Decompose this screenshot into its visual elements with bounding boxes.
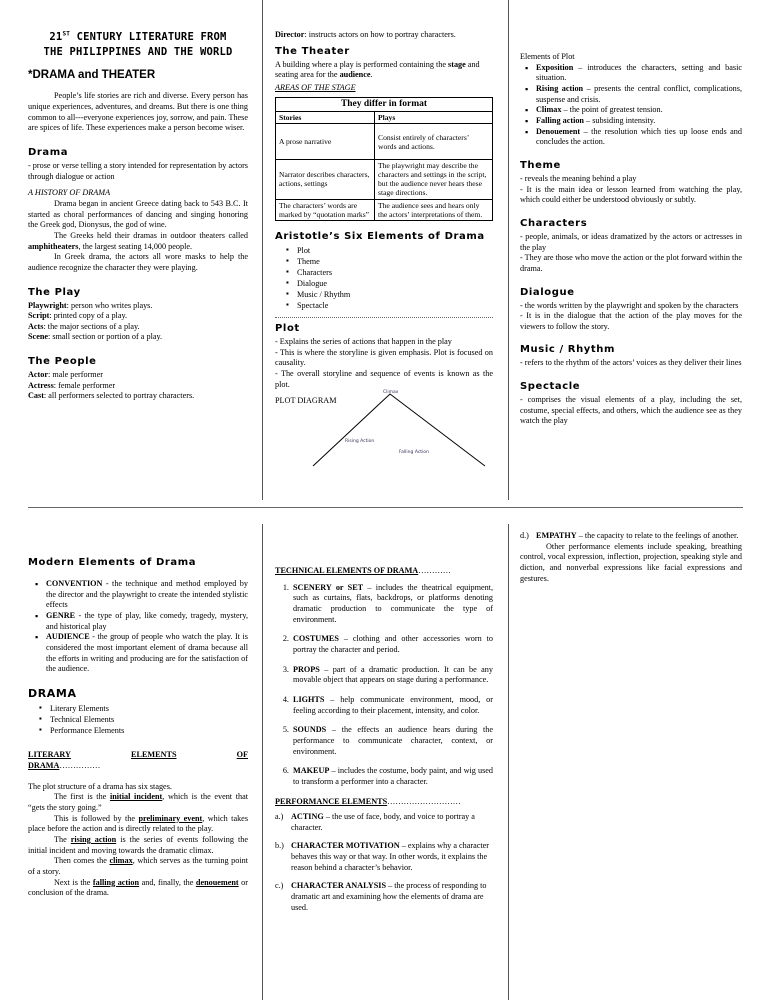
aristotle-heading: Aristotle’s Six Elements of Drama — [275, 230, 485, 242]
page-separator — [28, 507, 743, 508]
term-line: Cast: all performers selected to portray characters. — [28, 391, 195, 401]
list-item: ▪ Rising action – presents the central conflict, complications, suspense and crisis. — [536, 84, 742, 105]
music-heading: Music / Rhythm — [520, 344, 616, 356]
modern-elements-heading: Modern Elements of Drama — [28, 557, 197, 568]
column-divider — [508, 0, 509, 500]
list-item: 2. COSTUMES – clothing and other accessories worn to portray the character and period. — [291, 634, 493, 655]
plot-heading: Plot — [275, 323, 300, 335]
list-item: ▪ Denouement – the resolution which ties up loose ends and concludes the action. — [536, 127, 742, 148]
table-cell: The characters’ words are marked by “quotation marks” — [276, 199, 375, 220]
list-item: ▪ Climax – the point of greatest tension. — [536, 105, 742, 116]
plot-diagram-label: PLOT DIAGRAM — [275, 396, 337, 406]
literary-elements-heading: LITERARY ELEMENTS OF DRAMA…………… — [28, 750, 248, 771]
literary-paragraph: This is followed by the preliminary event, which takes place before the action and is directly related to the play. — [28, 813, 249, 834]
plot-diagram-line — [313, 394, 485, 466]
dialogue-line: - It is in the dialogue that the action of the play moves for the viewers to follow the story. — [520, 311, 742, 331]
diagram-label-rising: Rising Action — [345, 439, 375, 445]
table-header: Plays — [375, 112, 493, 124]
play-terms — [28, 301, 248, 344]
drama-definition: - prose or verse telling a story intended for representation by actors through dialogue or action — [28, 160, 248, 181]
theme-line: - It is the main idea or lesson learned from watching the play, which could either be understood obviously or subtly. — [520, 184, 742, 205]
list-item: ▪ Plot — [297, 245, 493, 256]
plot-line: - Explains the series of actions that happen in the play — [275, 337, 452, 347]
theme-heading: Theme — [520, 159, 561, 171]
people-heading: The People — [28, 356, 97, 368]
literary-paragraph: Next is the falling action and, finally, the denouement or conclusion of the drama. — [28, 877, 248, 898]
literary-paragraph: The plot structure of a drama has six stages. — [28, 781, 172, 791]
list-item: ▪ Literary Elements — [50, 703, 248, 714]
list-item: ▪ Technical Elements — [50, 714, 248, 725]
characters-heading: Characters — [520, 217, 588, 229]
column-divider — [262, 0, 263, 500]
column-2 — [275, 0, 493, 474]
diagram-label-falling: Falling Action — [399, 450, 429, 456]
list-item: 3. PROPS – part of a dramatic production. It can be any movable object that appears on stage during a performance. — [291, 665, 493, 686]
music-line: - refers to the rhythm of the actors’ voices as they deliver their lines — [520, 358, 742, 368]
list-item: c.) CHARACTER ANALYSIS – the process of responding to dramatic art and examining how the elements of drama are used. — [275, 881, 487, 912]
characters-line: - people, animals, or ideas dramatized by the actors or actresses in the play — [520, 231, 742, 252]
list-item: ▪ Dialogue — [297, 278, 493, 289]
plot-elements-list — [520, 63, 742, 148]
list-item: b.) CHARACTER MOTIVATION – explains why a character behaves this way or that way. In other words, it explains the reason behind a character’s behavior. — [275, 841, 489, 872]
plot-diagram — [275, 390, 493, 474]
plot-line: - The overall storyline and sequence of events is known as the plot. — [275, 369, 493, 389]
dotted-divider — [275, 317, 493, 318]
list-item: 4. LIGHTS – help communicate environment, mood, or feeling according to their placement, intensity, and color. — [291, 695, 493, 716]
list-item: ▪ CONVENTION - the technique and method employed by the director and the playwright to create the intended stylistic effects — [46, 579, 248, 611]
areas-heading: AREAS OF THE STAGE — [275, 82, 356, 92]
column-1 — [28, 524, 248, 899]
column-3 — [520, 0, 742, 427]
performance-elements-heading: PERFORMANCE ELEMENTS……………………… — [275, 796, 461, 806]
list-item: ▪ GENRE - the type of play, like comedy, tragedy, mystery, and historical play — [46, 611, 248, 632]
performance-elements-continued — [520, 531, 742, 542]
list-item: ▪ Characters — [297, 267, 493, 278]
table-header: Stories — [276, 112, 375, 124]
list-item: ▪ Theme — [297, 256, 493, 267]
column-divider — [262, 524, 263, 1000]
dialogue-line: - the words written by the playwright and spoken by the characters — [520, 300, 739, 310]
literary-paragraph: Then comes the climax, which serves as the turning point of a story. — [28, 856, 248, 876]
column-divider — [508, 524, 509, 1000]
other-elements-paragraph: Other performance elements include speaking, breathing control, vocal expression, inflection, projection, speaking style and diction, and nonverbal expressions like facial expressions and gestures. — [520, 541, 742, 583]
drama-heading: Drama — [28, 146, 69, 158]
table-row — [276, 199, 493, 220]
table-cell: The audience sees and hears only the actors’ interpretations of them. — [375, 199, 493, 220]
elements-heading: Elements of Plot — [520, 52, 575, 61]
table-cell: Consist entirely of characters’ words and actions. — [375, 124, 493, 160]
plot-line: - This is where the storyline is given emphasis. Plot is focused on causality. — [275, 347, 493, 368]
amphitheaters-term: amphitheaters — [28, 241, 79, 251]
table-caption: They differ in format — [276, 97, 493, 111]
table-cell: Narrator describes characters, actions, settings — [276, 160, 375, 199]
history-paragraph: The Greeks held their dramas in outdoor theaters called amphitheaters, the largest seating 14,000 people. — [28, 230, 248, 251]
list-item: 5. SOUNDS – the effects an audience hears during the performance to communicate character, context, or environment. — [291, 725, 493, 757]
list-item: ▪ Music / Rhythm — [297, 289, 493, 300]
spectacle-line: - comprises the visual elements of a play, including the set, costume, special effects, and others, which the audience see as they watch the play — [520, 395, 742, 426]
theme-line: - reveals the meaning behind a play — [520, 173, 637, 183]
characters-line: - They are those who move the action or the plot forward within the drama. — [520, 253, 742, 273]
history-paragraph: Drama began in ancient Greece dating back to 543 B.C. It started as choral performances of dancing and singing honoring the Greek god, Dionysus, the god of wine. — [28, 198, 248, 230]
dialogue-heading: Dialogue — [520, 286, 575, 298]
spectacle-heading: Spectacle — [520, 381, 581, 393]
literary-paragraph: The rising action is the series of events following the initial incident and moving towards the dramatic climax. — [28, 834, 248, 855]
director-line: Director: instructs actors on how to portray characters. — [275, 30, 456, 39]
modern-elements-list — [28, 579, 248, 675]
list-item: ▪ Exposition – introduces the characters, setting and basic situation. — [536, 63, 742, 84]
term-line: Actor: male performer — [28, 370, 104, 380]
column-3 — [520, 524, 742, 584]
history-heading: A HISTORY OF DRAMA — [28, 188, 111, 198]
column-2 — [275, 524, 493, 921]
performance-elements-list — [275, 812, 493, 913]
term-line: Actress: female performer — [28, 380, 116, 390]
list-item: ▪ Spectacle — [297, 300, 493, 311]
diagram-label-climax: Climax — [383, 390, 399, 396]
page-bottom — [0, 524, 768, 1004]
table-cell: A prose narrative — [276, 124, 375, 160]
subtitle: *DRAMA and THEATER — [28, 69, 156, 82]
intro-paragraph: People’s life stories are rich and diverse. Every person has unique experiences, adventures, and dreams. But there is one thing common to all---everyone experiences joy, sorrow, and pain. These are spices of life. These experiences make a person become wiser. — [28, 91, 248, 133]
term-line: Playwright: person who writes plays. — [28, 300, 153, 310]
play-heading: The Play — [28, 286, 81, 298]
table-cell: The playwright may describe the characters and settings in the script, but the audience never hears these stage directions. — [375, 160, 493, 199]
term-line: Acts: the major sections of a play. — [28, 321, 140, 331]
theater-definition: A building where a play is performed containing the stage and seating area for the audience. — [275, 59, 480, 80]
column-1 — [28, 0, 248, 402]
table-row — [276, 124, 493, 160]
table-row — [276, 160, 493, 199]
list-item: 6. MAKEUP – includes the costume, body paint, and wig used to transform a performer into a character. — [291, 766, 493, 787]
aristotle-list — [275, 245, 493, 311]
term-line: Script: printed copy of a play. — [28, 311, 128, 321]
page-top — [0, 0, 768, 500]
document-title: 21ST CENTURY LITERATURE FROM THE PHILIPPINES AND THE WORLD — [43, 30, 233, 58]
comparison-table — [275, 97, 493, 221]
list-item: ▪ Performance Elements — [50, 725, 248, 736]
list-item: ▪ AUDIENCE - the group of people who watch the play. It is considered the most important element of drama because all the efforts in writing and producing are for the satisfaction of the audience. — [46, 632, 248, 675]
literary-paragraph: The first is the initial incident, which is the event that “gets the story going.” — [28, 792, 248, 813]
drama-heading: DRAMA — [28, 686, 77, 700]
list-item: 1. SCENERY or SET – includes the theatrical equipment, such as curtains, flats, backdrops, or platforms denoting dramatic production to communicate the type of environment. — [291, 583, 493, 626]
people-terms — [28, 370, 248, 402]
list-item: d.) EMPATHY – the capacity to relate to the feelings of another. — [520, 531, 739, 540]
theater-heading: The Theater — [275, 45, 350, 57]
plot-diagram-graphic — [275, 390, 493, 474]
drama-list — [28, 703, 248, 736]
history-paragraph: In Greek drama, the actors all wore masks to help the audience recognize the character they were playing. — [28, 252, 248, 272]
term-line: Scene: small section or portion of a play. — [28, 332, 163, 342]
list-item: a.) ACTING – the use of face, body, and voice to portray a character. — [275, 812, 475, 832]
list-item: ▪ Falling action – subsiding intensity. — [536, 116, 742, 127]
technical-elements-heading: TECHNICAL ELEMENTS OF DRAMA………… — [275, 566, 451, 575]
technical-elements-list — [275, 583, 493, 788]
